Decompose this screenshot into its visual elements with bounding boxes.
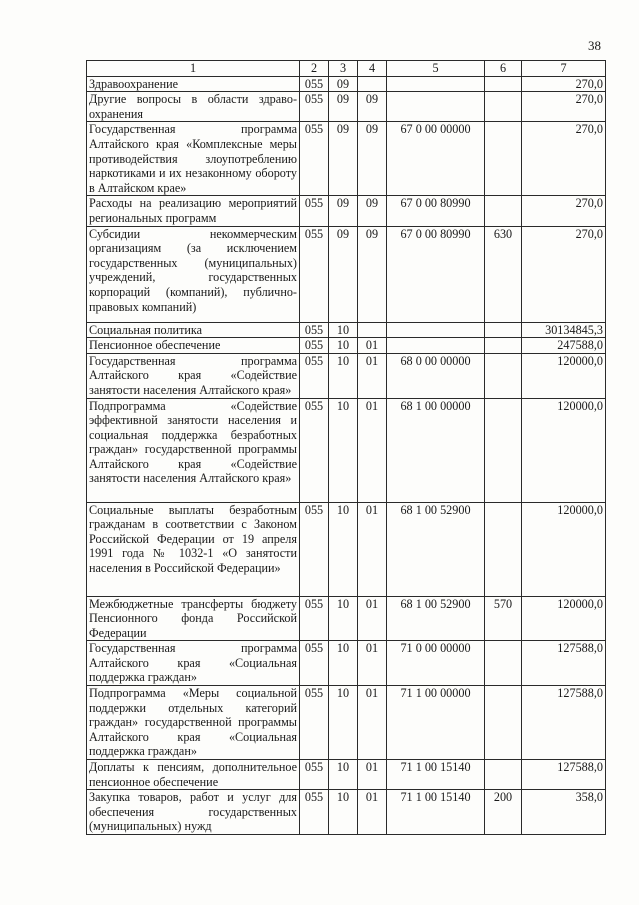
row-code-target: 68 1 00 52900 — [387, 502, 485, 596]
row-code-expense-type — [485, 686, 522, 760]
row-amount: 127588,0 — [522, 686, 606, 760]
row-code-section: 09 — [329, 92, 358, 122]
row-code-target: 67 0 00 80990 — [387, 196, 485, 226]
header-cell-1: 1 — [87, 61, 300, 77]
row-code-target: 68 1 00 00000 — [387, 398, 485, 502]
row-code-subsection — [358, 76, 387, 92]
row-code-subsection: 09 — [358, 196, 387, 226]
row-amount: 120000,0 — [522, 353, 606, 398]
row-code-admin: 055 — [300, 338, 329, 354]
row-code-subsection: 01 — [358, 353, 387, 398]
row-code-admin: 055 — [300, 226, 329, 322]
row-code-admin: 055 — [300, 353, 329, 398]
row-code-admin: 055 — [300, 322, 329, 338]
row-code-section: 10 — [329, 398, 358, 502]
row-code-target: 67 0 00 80990 — [387, 226, 485, 322]
row-code-subsection: 01 — [358, 502, 387, 596]
header-cell-2: 2 — [300, 61, 329, 77]
row-amount: 270,0 — [522, 122, 606, 196]
row-amount: 270,0 — [522, 92, 606, 122]
row-name: Государственная программа Алтайского края «Комплексные меры противодействия злоупотреблению наркотиками и их незаконному обороту в Алтайском крае» — [87, 122, 300, 196]
row-code-subsection: 01 — [358, 760, 387, 790]
row-code-admin: 055 — [300, 92, 329, 122]
table-row — [87, 76, 606, 92]
row-name: Доплаты к пенсиям, дополнительное пенсионное обеспечение — [87, 760, 300, 790]
row-code-expense-type — [485, 338, 522, 354]
row-code-section: 10 — [329, 790, 358, 835]
row-code-expense-type — [485, 398, 522, 502]
page-number: 38 — [588, 38, 601, 53]
row-code-section: 10 — [329, 596, 358, 641]
row-code-subsection: 09 — [358, 226, 387, 322]
row-code-section: 10 — [329, 353, 358, 398]
row-code-expense-type: 570 — [485, 596, 522, 641]
row-code-admin: 055 — [300, 196, 329, 226]
row-amount: 120000,0 — [522, 398, 606, 502]
row-code-subsection: 01 — [358, 686, 387, 760]
header-cell-4: 4 — [358, 61, 387, 77]
row-amount: 270,0 — [522, 76, 606, 92]
row-code-subsection: 09 — [358, 122, 387, 196]
row-code-target — [387, 322, 485, 338]
row-name: Здравоохранение — [87, 76, 300, 92]
row-code-section: 09 — [329, 122, 358, 196]
row-code-target — [387, 76, 485, 92]
row-code-admin: 055 — [300, 76, 329, 92]
row-name: Закупка товаров, работ и услуг для обеспечения государственных (муниципальных) нужд — [87, 790, 300, 835]
row-name: Расходы на реализацию мероприятий региональных программ — [87, 196, 300, 226]
table-row — [87, 596, 606, 641]
row-code-admin: 055 — [300, 641, 329, 686]
header-cell-3: 3 — [329, 61, 358, 77]
row-name: Пенсионное обеспечение — [87, 338, 300, 354]
row-code-admin: 055 — [300, 122, 329, 196]
row-code-admin: 055 — [300, 790, 329, 835]
row-code-expense-type: 630 — [485, 226, 522, 322]
row-code-section: 09 — [329, 196, 358, 226]
table-row — [87, 92, 606, 122]
row-code-expense-type — [485, 353, 522, 398]
table-row — [87, 398, 606, 502]
row-amount: 120000,0 — [522, 596, 606, 641]
row-code-admin: 055 — [300, 686, 329, 760]
row-code-subsection: 01 — [358, 790, 387, 835]
row-code-section: 10 — [329, 686, 358, 760]
row-amount: 270,0 — [522, 226, 606, 322]
table-row — [87, 196, 606, 226]
row-amount: 120000,0 — [522, 502, 606, 596]
row-name: Социальная политика — [87, 322, 300, 338]
row-code-target: 68 1 00 52900 — [387, 596, 485, 641]
row-name: Социальные выплаты безработным гражданам в соответствии с Законом Российской Федерации от 19 апреля 1991 года № 1032-1 «О занятости населения в Российской Федерации» — [87, 502, 300, 596]
row-code-target: 71 1 00 15140 — [387, 760, 485, 790]
row-code-admin: 055 — [300, 760, 329, 790]
row-amount: 127588,0 — [522, 641, 606, 686]
row-code-section: 10 — [329, 322, 358, 338]
row-code-expense-type — [485, 322, 522, 338]
row-code-target — [387, 92, 485, 122]
row-code-expense-type — [485, 502, 522, 596]
table-row — [87, 641, 606, 686]
row-code-subsection: 01 — [358, 398, 387, 502]
table-row — [87, 686, 606, 760]
budget-table — [86, 60, 606, 835]
row-code-subsection: 01 — [358, 338, 387, 354]
table-row — [87, 353, 606, 398]
row-code-target — [387, 338, 485, 354]
row-code-section: 10 — [329, 760, 358, 790]
table-row — [87, 122, 606, 196]
row-code-subsection: 09 — [358, 92, 387, 122]
row-code-subsection — [358, 322, 387, 338]
row-amount: 358,0 — [522, 790, 606, 835]
row-code-section: 09 — [329, 76, 358, 92]
header-cell-5: 5 — [387, 61, 485, 77]
row-code-subsection: 01 — [358, 596, 387, 641]
row-code-target: 68 0 00 00000 — [387, 353, 485, 398]
table-row — [87, 502, 606, 596]
row-code-admin: 055 — [300, 502, 329, 596]
table-row — [87, 760, 606, 790]
row-code-target: 67 0 00 00000 — [387, 122, 485, 196]
row-name: Государственная программа Алтайского края «Содействие занятости населения Алтайского края» — [87, 353, 300, 398]
row-amount: 270,0 — [522, 196, 606, 226]
header-cell-6: 6 — [485, 61, 522, 77]
row-code-target: 71 1 00 15140 — [387, 790, 485, 835]
row-name: Подпрограмма «Содействие эффективной занятости населения и социальная поддержка безработных граждан» государственной программы Алтайского края «Содействие занятости населения Алтайского края» — [87, 398, 300, 502]
row-code-section: 09 — [329, 226, 358, 322]
row-code-expense-type — [485, 196, 522, 226]
row-name: Субсидии некоммерческим организациям (за исключением государственных (муниципальных) учреждений, государственных корпораций (компаний), публично-правовых компаний) — [87, 226, 300, 322]
row-name: Межбюджетные трансферты бюджету Пенсионного фонда Российской Федерации — [87, 596, 300, 641]
row-code-subsection: 01 — [358, 641, 387, 686]
row-name: Государственная программа Алтайского края «Социальная поддержка граждан» — [87, 641, 300, 686]
header-cell-7: 7 — [522, 61, 606, 77]
row-amount: 127588,0 — [522, 760, 606, 790]
row-amount: 30134845,3 — [522, 322, 606, 338]
row-name: Другие вопросы в области здраво-охранения — [87, 92, 300, 122]
row-code-admin: 055 — [300, 596, 329, 641]
row-code-admin: 055 — [300, 398, 329, 502]
row-code-target: 71 0 00 00000 — [387, 641, 485, 686]
row-amount: 247588,0 — [522, 338, 606, 354]
table-row — [87, 322, 606, 338]
row-code-expense-type — [485, 122, 522, 196]
table-row — [87, 338, 606, 354]
header-row — [87, 61, 606, 77]
row-code-expense-type — [485, 76, 522, 92]
row-code-section: 10 — [329, 502, 358, 596]
row-name: Подпрограмма «Меры социальной поддержки отдельных категорий граждан» государственной программы Алтайского края «Социальная поддержка граждан» — [87, 686, 300, 760]
row-code-expense-type: 200 — [485, 790, 522, 835]
row-code-expense-type — [485, 760, 522, 790]
row-code-section: 10 — [329, 641, 358, 686]
row-code-target: 71 1 00 00000 — [387, 686, 485, 760]
row-code-section: 10 — [329, 338, 358, 354]
row-code-expense-type — [485, 641, 522, 686]
row-code-expense-type — [485, 92, 522, 122]
table-row — [87, 226, 606, 322]
table-row — [87, 790, 606, 835]
